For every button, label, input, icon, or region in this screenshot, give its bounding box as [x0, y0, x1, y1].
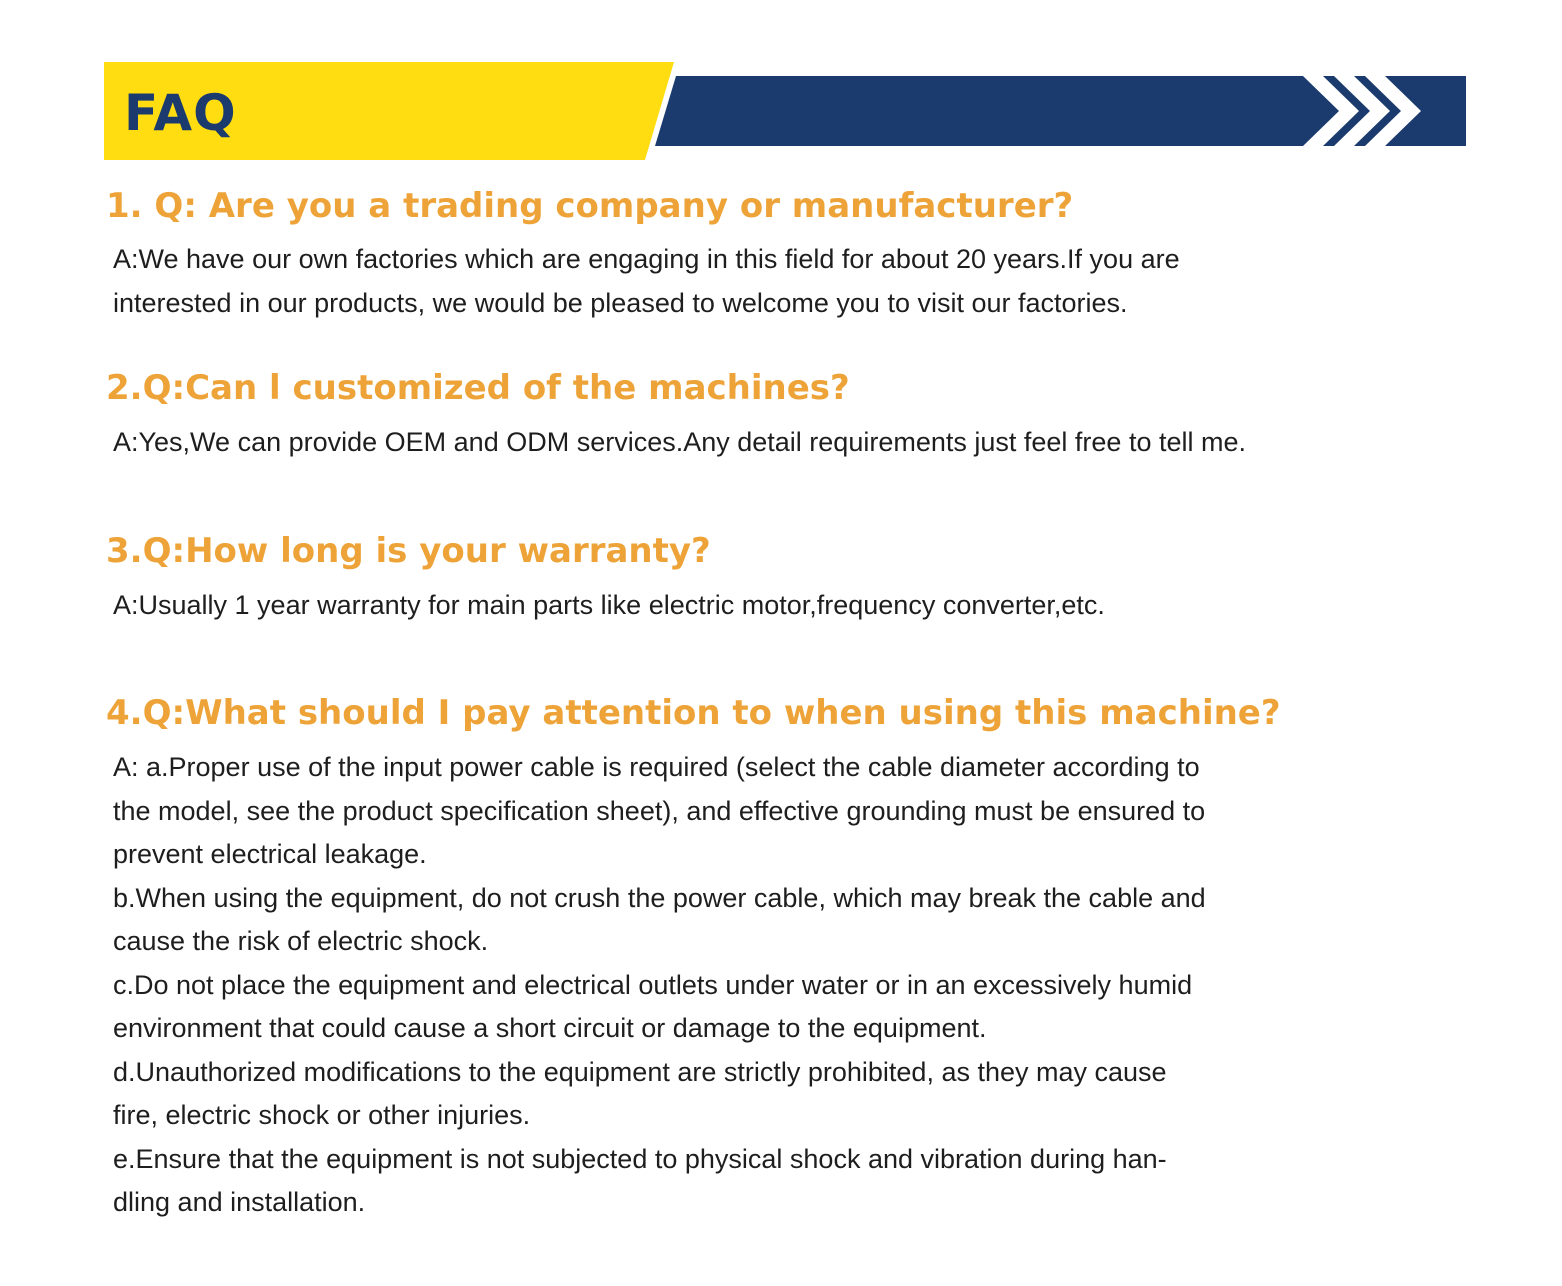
answer-line: A:Yes,We can provide OEM and ODM services.Any detail requirements just feel free to tell me.: [113, 427, 1246, 457]
answer-line: b.When using the equipment, do not crush the power cable, which may break the cable and: [113, 882, 1206, 913]
answer-line: interested in our products, we would be pleased to welcome you to visit our factories.: [113, 287, 1128, 318]
faq-question-4: 4.Q:What should I pay attention to when using this machine?: [106, 693, 1281, 733]
answer-line: d.Unauthorized modifications to the equipment are strictly prohibited, as they may cause: [113, 1056, 1167, 1087]
answer-line: fire, electric shock or other injuries.: [113, 1100, 531, 1130]
answer-line: A:We have our own factories which are engaging in this field for about 20 years.If you are: [113, 244, 1180, 274]
answer-line: prevent electrical leakage.: [113, 839, 427, 869]
faq-question-3: 3.Q:How long is your warranty?: [106, 531, 711, 571]
faq-answer-1: [113, 238, 1373, 325]
faq-answer-4: [113, 746, 1373, 1225]
page-title: FAQ: [124, 84, 237, 142]
faq-answer-2: [113, 421, 1373, 465]
answer-line: the model, see the product specification sheet), and effective grounding must be ensured to: [113, 795, 1206, 826]
answer-line: A: a.Proper use of the input power cable is required (select the cable diameter according to: [113, 752, 1200, 782]
faq-question-2: 2.Q:Can l customized of the machines?: [106, 368, 850, 408]
answer-line: environment that could cause a short circuit or damage to the equipment.: [113, 1013, 987, 1043]
faq-answer-3: [113, 584, 1373, 628]
answer-line: cause the risk of electric shock.: [113, 926, 489, 956]
answer-line: c.Do not place the equipment and electrical outlets under water or in an excessively humid: [113, 969, 1193, 1000]
answer-line: A:Usually 1 year warranty for main parts like electric motor,frequency converter,etc.: [113, 590, 1105, 620]
answer-line: dling and installation.: [113, 1187, 366, 1217]
faq-question-1: 1. Q: Are you a trading company or manufacturer?: [106, 186, 1074, 226]
faq-banner: [0, 0, 1562, 170]
answer-line: e.Ensure that the equipment is not subjected to physical shock and vibration during han-: [113, 1143, 1167, 1174]
